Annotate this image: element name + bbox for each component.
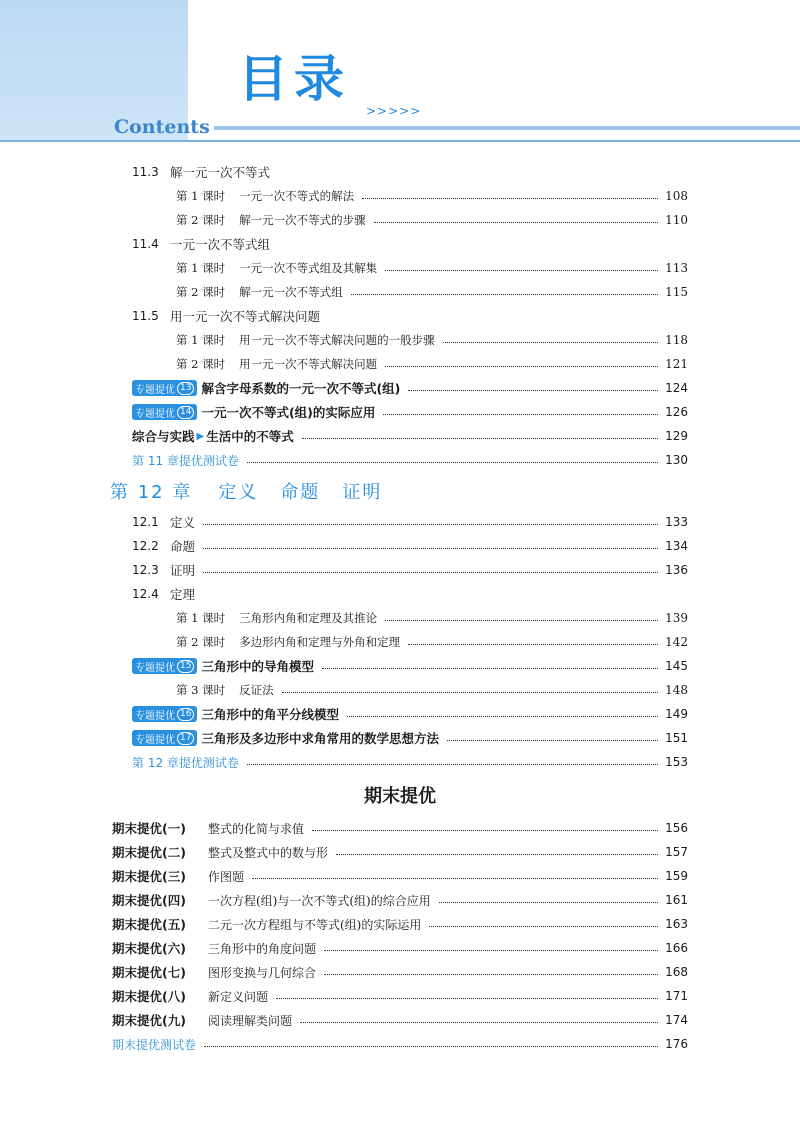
- dot-leader: [351, 294, 658, 295]
- page-number: 142: [665, 635, 688, 649]
- section-number: 11.3: [132, 165, 159, 179]
- arrows-decoration: >>>>>: [366, 104, 422, 118]
- badge-number: 16: [177, 708, 194, 721]
- section-title: 证明: [170, 563, 196, 578]
- section-title: 一元一次不等式组: [170, 237, 271, 252]
- topic-title: 三角形及多边形中求角常用的数学思想方法: [201, 731, 439, 746]
- header-divider: [0, 140, 800, 142]
- special-topic-badge: [132, 404, 197, 420]
- lesson-tag: 第 1 课时: [176, 189, 226, 203]
- badge-label: 专题提优: [135, 710, 175, 722]
- toc-final-item[interactable]: [0, 840, 688, 864]
- page-number: 166: [665, 941, 688, 955]
- toc-lesson[interactable]: [0, 184, 688, 208]
- lesson-tag: 第 2 课时: [176, 285, 226, 299]
- final-item-title: 二元一次方程组与不等式(组)的实际运用: [208, 917, 422, 932]
- final-item-label: 期末提优(八): [112, 989, 186, 1004]
- final-item-title: 整式及整式中的数与形: [208, 845, 329, 860]
- dot-leader: [203, 524, 658, 525]
- dot-leader: [443, 342, 658, 343]
- dot-leader: [408, 390, 658, 391]
- page-number: 163: [665, 917, 688, 931]
- toc-chapter-11-test[interactable]: [0, 448, 688, 472]
- dot-leader: [439, 902, 658, 903]
- toc-section-12-2[interactable]: [0, 534, 688, 558]
- dot-leader: [362, 198, 658, 199]
- page-number: 134: [665, 539, 688, 553]
- dot-leader: [252, 878, 658, 879]
- page-number: 161: [665, 893, 688, 907]
- dot-leader: [383, 414, 658, 415]
- topic-title: 三角形中的角平分线模型: [201, 707, 339, 722]
- lesson-tag: 第 2 课时: [176, 635, 226, 649]
- dot-leader: [447, 740, 658, 741]
- dot-leader: [247, 764, 658, 765]
- lesson-title: 解一元一次不等式组: [239, 285, 343, 299]
- section-title: 定理: [170, 587, 196, 602]
- badge-number: 15: [177, 660, 194, 673]
- section-number: 12.1: [132, 515, 159, 529]
- toc-final-item[interactable]: [0, 960, 688, 984]
- final-review-heading: 期末提优: [364, 786, 436, 807]
- toc-final-item[interactable]: [0, 864, 688, 888]
- test-title: 第 12 章提优测试卷: [132, 755, 239, 770]
- toc-final-item[interactable]: [0, 888, 688, 912]
- lesson-tag: 第 2 课时: [176, 213, 226, 227]
- dot-leader: [247, 462, 658, 463]
- badge-label: 专题提优: [135, 662, 175, 674]
- page-number: 124: [665, 381, 688, 395]
- special-topic-badge: [132, 658, 197, 674]
- toc-special-topic-17[interactable]: [0, 726, 688, 750]
- page-number: 118: [665, 333, 688, 347]
- topic-title: 三角形中的导角模型: [201, 659, 314, 674]
- toc-practice[interactable]: [0, 424, 688, 448]
- final-item-label: 期末提优(三): [112, 869, 186, 884]
- page-number: 168: [665, 965, 688, 979]
- chapter-12-heading[interactable]: [0, 472, 800, 510]
- section-number: 12.3: [132, 563, 159, 577]
- page-number: 113: [665, 261, 688, 275]
- practice-label: 综合与实践: [132, 429, 195, 444]
- chapter-word-3: 证明: [342, 482, 383, 503]
- chapter-word-1: 定义: [218, 482, 259, 503]
- dot-leader: [312, 830, 658, 831]
- section-title: 命题: [170, 539, 196, 554]
- page-number: 149: [665, 707, 688, 721]
- table-of-contents: [0, 160, 800, 1056]
- page-number: 176: [665, 1037, 688, 1051]
- toc-final-item[interactable]: [0, 912, 688, 936]
- dot-leader: [336, 854, 658, 855]
- section-title: 解一元一次不等式: [170, 165, 271, 180]
- final-item-title: 阅读理解类问题: [208, 1013, 293, 1028]
- toc-section-11-5[interactable]: [0, 304, 688, 328]
- page-number: 126: [665, 405, 688, 419]
- toc-lesson[interactable]: [0, 208, 688, 232]
- lesson-title: 一元一次不等式组及其解集: [239, 261, 378, 275]
- dot-leader: [429, 926, 658, 927]
- final-item-label: 期末提优(二): [112, 845, 186, 860]
- dot-leader: [300, 1022, 658, 1023]
- section-number: 11.4: [132, 237, 159, 251]
- lesson-tag: 第 1 课时: [176, 611, 226, 625]
- final-item-label: 期末提优(九): [112, 1013, 186, 1028]
- page-number: 130: [665, 453, 688, 467]
- dot-leader: [282, 692, 658, 693]
- page-number: 156: [665, 821, 688, 835]
- toc-section-12-3[interactable]: [0, 558, 688, 582]
- final-item-label: 期末提优(六): [112, 941, 186, 956]
- page-number: 159: [665, 869, 688, 883]
- lesson-title: 三角形内角和定理及其推论: [239, 611, 378, 625]
- lesson-tag: 第 1 课时: [176, 261, 226, 275]
- page-number: 151: [665, 731, 688, 745]
- triangle-right-icon: ▶: [196, 430, 205, 442]
- dot-leader: [322, 668, 658, 669]
- page-number: 121: [665, 357, 688, 371]
- section-number: 11.5: [132, 309, 159, 323]
- toc-special-topic-14[interactable]: [0, 400, 688, 424]
- toc-final-test[interactable]: [0, 1032, 688, 1056]
- final-item-label: 期末提优(五): [112, 917, 186, 932]
- badge-label: 专题提优: [135, 384, 175, 396]
- topic-title: 解含字母系数的一元一次不等式(组): [201, 381, 401, 396]
- lesson-tag: 第 2 课时: [176, 357, 226, 371]
- final-item-label: 期末提优(四): [112, 893, 186, 908]
- final-item-title: 图形变换与几何综合: [208, 965, 317, 980]
- dot-leader: [276, 998, 658, 999]
- special-topic-badge: [132, 706, 197, 722]
- toc-lesson[interactable]: [0, 630, 688, 654]
- special-topic-badge: [132, 730, 197, 746]
- toc-special-topic-16[interactable]: [0, 702, 688, 726]
- page-number: 115: [665, 285, 688, 299]
- final-item-title: 三角形中的角度问题: [208, 941, 317, 956]
- badge-label: 专题提优: [135, 408, 175, 420]
- dot-leader: [347, 716, 658, 717]
- page-title: 目录: [238, 50, 350, 108]
- final-review-list: [0, 816, 800, 1032]
- page-number: 110: [665, 213, 688, 227]
- section-title: 用一元一次不等式解决问题: [170, 309, 321, 324]
- dot-leader: [385, 270, 658, 271]
- test-title: 第 11 章提优测试卷: [132, 453, 239, 468]
- dot-leader: [204, 1046, 658, 1047]
- lesson-tag: 第 1 课时: [176, 333, 226, 347]
- badge-number: 14: [177, 406, 194, 419]
- toc-section-11-4[interactable]: [0, 232, 688, 256]
- contents-label: Contents: [114, 116, 210, 138]
- lesson-title: 用一元一次不等式解决问题: [239, 357, 378, 371]
- toc-lesson[interactable]: [0, 256, 688, 280]
- page-number: 136: [665, 563, 688, 577]
- special-topic-badge: [132, 380, 197, 396]
- section-title: 定义: [170, 515, 196, 530]
- page-number: 153: [665, 755, 688, 769]
- lesson-title: 用一元一次不等式解决问题的一般步骤: [239, 333, 435, 347]
- toc-final-item[interactable]: [0, 1008, 688, 1032]
- toc-section-11-3[interactable]: [0, 160, 688, 184]
- final-item-title: 作图题: [208, 869, 245, 884]
- final-item-label: 期末提优(七): [112, 965, 186, 980]
- toc-lesson[interactable]: [0, 328, 688, 352]
- toc-special-topic-13[interactable]: [0, 376, 688, 400]
- dot-leader: [385, 620, 658, 621]
- toc-section-12-4[interactable]: [0, 582, 688, 606]
- page-number: 171: [665, 989, 688, 1003]
- page-number: 148: [665, 683, 688, 697]
- toc-lesson[interactable]: [0, 678, 688, 702]
- section-number: 12.4: [132, 587, 159, 601]
- dot-leader: [324, 950, 658, 951]
- toc-final-item[interactable]: [0, 936, 688, 960]
- page-number: 139: [665, 611, 688, 625]
- dot-leader: [374, 222, 658, 223]
- chapter-word-2: 命题: [280, 482, 321, 503]
- badge-number: 13: [177, 382, 194, 395]
- toc-lesson[interactable]: [0, 606, 688, 630]
- chapter-number: 第 12 章: [110, 482, 193, 503]
- final-item-title: 一次方程(组)与一次不等式(组)的综合应用: [208, 893, 431, 908]
- lesson-title: 一元一次不等式的解法: [239, 189, 355, 203]
- toc-lesson[interactable]: [0, 352, 688, 376]
- header-accent-bar: [214, 126, 800, 130]
- final-item-title: 整式的化简与求值: [208, 821, 305, 836]
- lesson-tag: 第 3 课时: [176, 683, 226, 697]
- toc-chapter-12-test[interactable]: [0, 750, 688, 774]
- lesson-title: 多边形内角和定理与外角和定理: [239, 635, 401, 649]
- dot-leader: [203, 548, 658, 549]
- page-number: 108: [665, 189, 688, 203]
- toc-final-item[interactable]: [0, 984, 688, 1008]
- test-title: 期末提优测试卷: [112, 1037, 197, 1052]
- practice-title: 生活中的不等式: [206, 429, 294, 444]
- lesson-title: 反证法: [239, 683, 274, 697]
- dot-leader: [302, 438, 658, 439]
- page-number: 174: [665, 1013, 688, 1027]
- toc-lesson[interactable]: [0, 280, 688, 304]
- final-item-title: 新定义问题: [208, 989, 269, 1004]
- page-number: 133: [665, 515, 688, 529]
- topic-title: 一元一次不等式(组)的实际应用: [201, 405, 376, 420]
- toc-special-topic-15[interactable]: [0, 654, 688, 678]
- lesson-title: 解一元一次不等式的步骤: [239, 213, 366, 227]
- toc-final-item[interactable]: [0, 816, 688, 840]
- page-number: 145: [665, 659, 688, 673]
- dot-leader: [385, 366, 658, 367]
- dot-leader: [408, 644, 658, 645]
- dot-leader: [203, 572, 658, 573]
- section-number: 12.2: [132, 539, 159, 553]
- page-number: 157: [665, 845, 688, 859]
- badge-number: 17: [177, 732, 194, 745]
- final-item-label: 期末提优(一): [112, 821, 186, 836]
- toc-section-12-1[interactable]: [0, 510, 688, 534]
- dot-leader: [324, 974, 658, 975]
- page-number: 129: [665, 429, 688, 443]
- badge-label: 专题提优: [135, 734, 175, 746]
